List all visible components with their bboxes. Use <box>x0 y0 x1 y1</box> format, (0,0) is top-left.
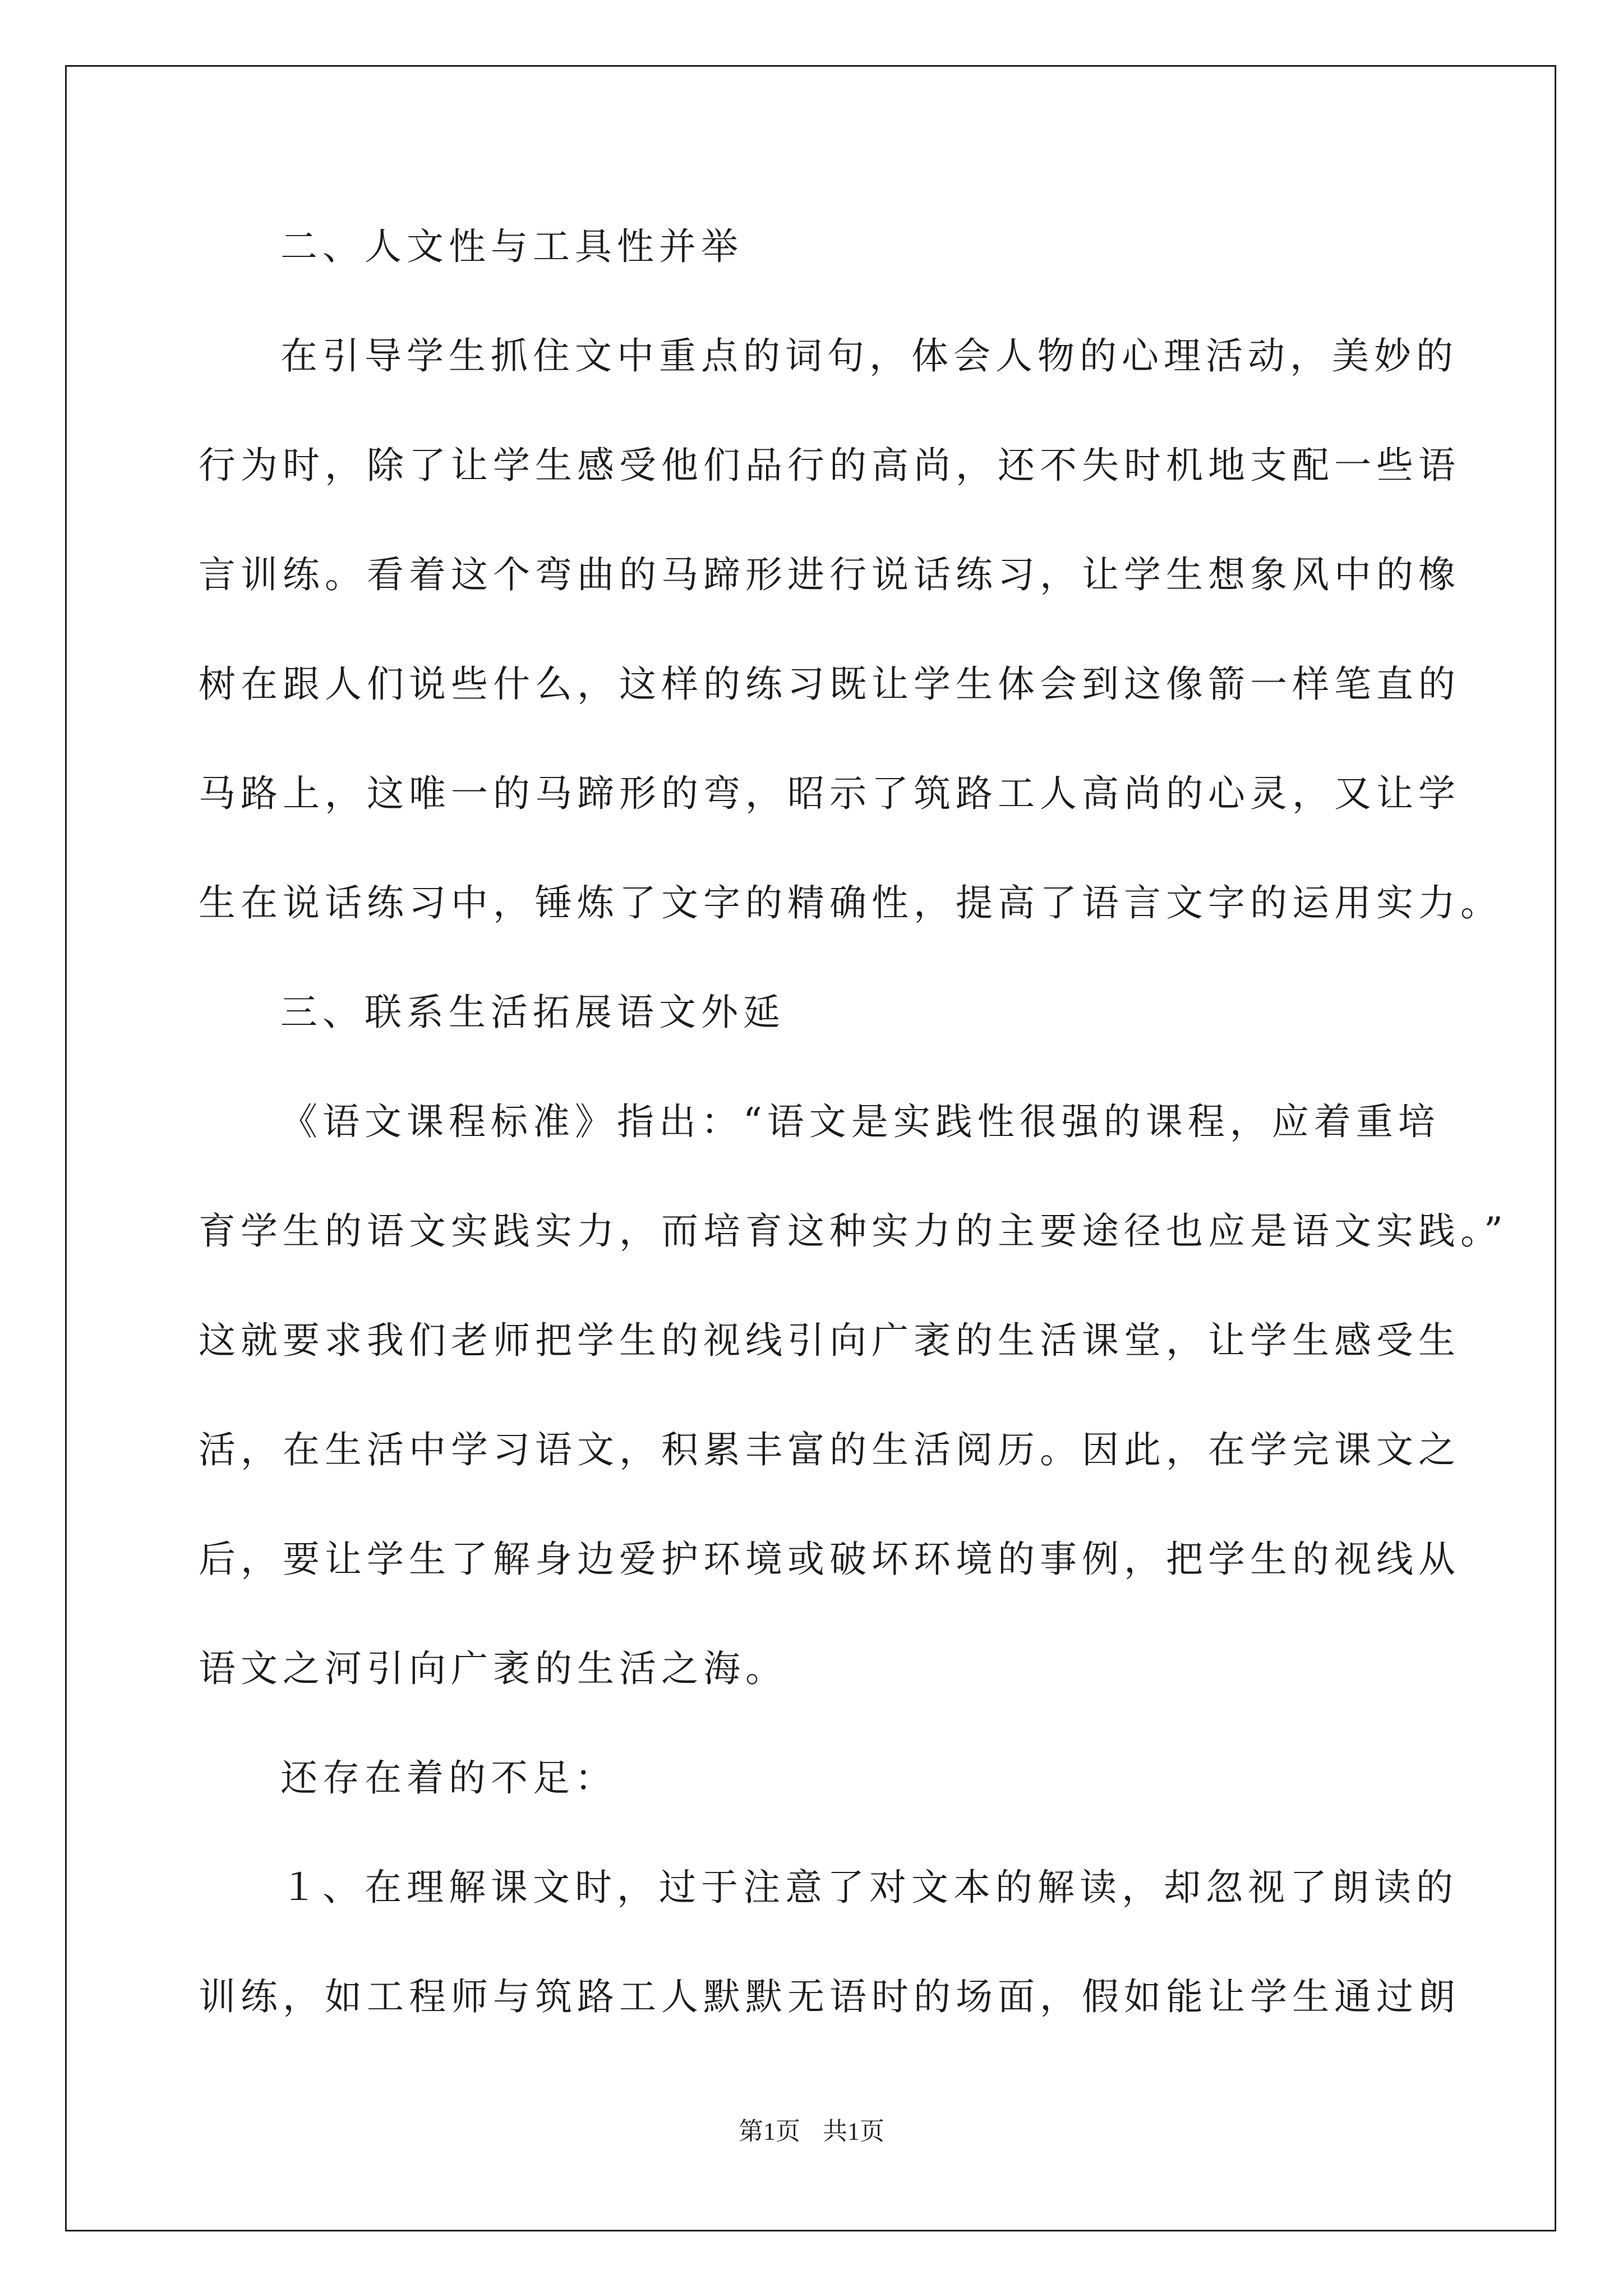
paragraph-line: 言训练。看着这个弯曲的马蹄形进行说话练习，让学生想象风中的橡 <box>199 553 1460 596</box>
list-item-line: 训练，如工程师与筑路工人默默无语时的场面，假如能让学生通过朗 <box>199 1975 1460 2018</box>
paragraph-line: 行为时，除了让学生感受他们品行的高尚，还不失时机地支配一些语 <box>199 444 1460 487</box>
paragraph-line: 树在跟人们说些什么，这样的练习既让学生体会到这像箭一样笔直的 <box>199 662 1460 706</box>
paragraph-line: 生在说话练习中，锤炼了文字的精确性，提高了语言文字的运用实力。 <box>199 881 1502 924</box>
paragraph-line: 在引导学生抓住文中重点的词句，体会人物的心理活动，美妙的 <box>280 334 1458 378</box>
paragraph-line: 这就要求我们老师把学生的视线引向广袤的生活课堂，让学生感受生 <box>199 1319 1460 1362</box>
paragraph-line: 育学生的语文实践实力，而培育这种实力的主要途径也应是语文实践。” <box>199 1209 1508 1253</box>
page-number: 第1页 <box>739 2118 800 2145</box>
paragraph-line: 活，在生活中学习语文，积累丰富的生活阅历。因此，在学完课文之 <box>199 1428 1460 1471</box>
section-heading: 二、人文性与工具性并举 <box>280 225 743 268</box>
page-total: 共1页 <box>823 2118 884 2145</box>
section-heading: 还存在着的不足： <box>280 1756 617 1800</box>
page-footer <box>0 2118 1623 2146</box>
paragraph-line: 马路上，这唯一的马蹄形的弯，昭示了筑路工人高尚的心灵，又让学 <box>199 772 1460 815</box>
list-item-line: １、在理解课文时，过于注意了对文本的解读，却忽视了朗读的 <box>280 1866 1458 1909</box>
paragraph-line: 语文之河引向广袤的生活之海。 <box>199 1647 787 1690</box>
paragraph-line: 《语文课程标准》指出：“语文是实践性很强的课程，应着重培 <box>280 1100 1440 1143</box>
paragraph-line: 后，要让学生了解身边爱护环境或破坏环境的事例，把学生的视线从 <box>199 1538 1460 1581</box>
section-heading: 三、联系生活拓展语文外延 <box>280 991 785 1034</box>
